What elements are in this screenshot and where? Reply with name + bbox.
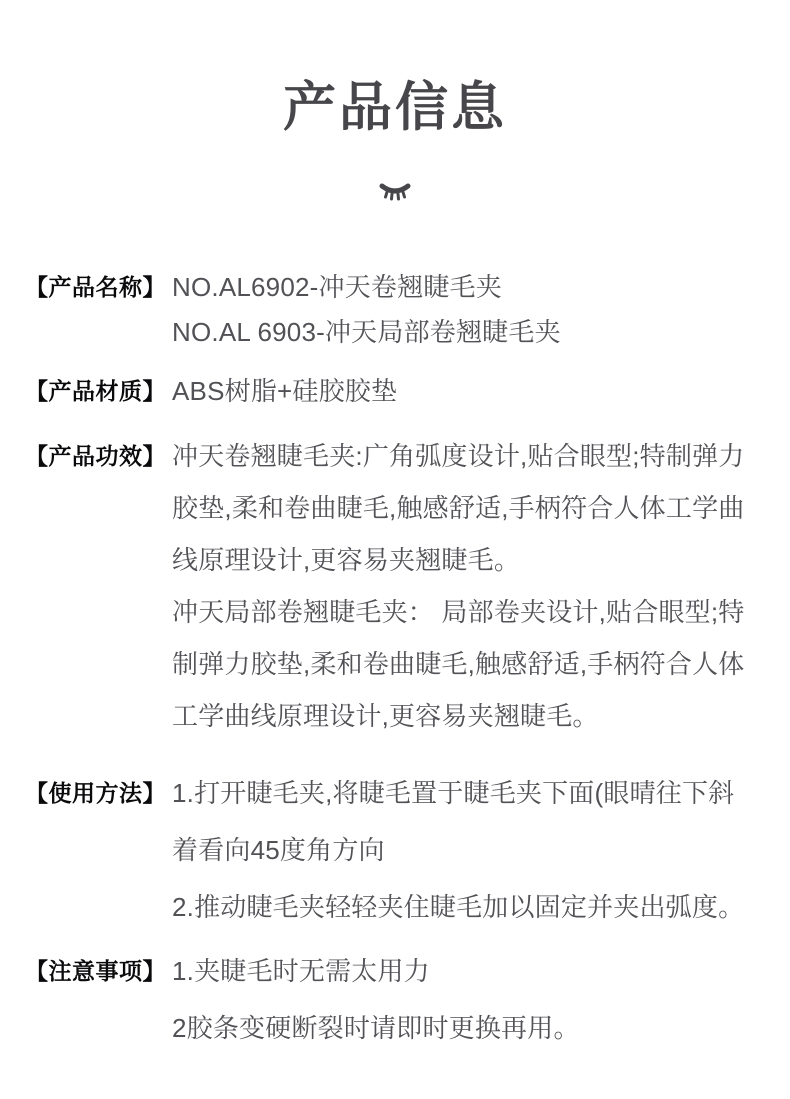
content-line: 2胶条变硬断裂时请即时更换再用。 bbox=[172, 1013, 580, 1044]
section-label-precautions: 【注意事项】 bbox=[25, 958, 166, 985]
page-title: 产品信息 bbox=[283, 78, 507, 137]
section-content-product-material bbox=[172, 363, 765, 420]
content-line: ABS树脂+硅胶胶垫 bbox=[172, 376, 398, 407]
section-content-product-name bbox=[172, 265, 765, 355]
content-line: 线原理设计,更容易夹翘睫毛。 bbox=[172, 545, 521, 576]
content-line: 冲天卷翘睫毛夹:广角弧度设计,贴合眼型;特制弹力 bbox=[172, 441, 745, 472]
section-product-material bbox=[25, 363, 765, 420]
content-line: 着看向45度角方向 bbox=[172, 835, 385, 866]
content-line: 工学曲线原理设计,更容易夹翘睫毛。 bbox=[172, 701, 599, 732]
closed-eye-eyelash-icon bbox=[0, 183, 790, 203]
section-product-name bbox=[25, 265, 765, 355]
section-content-product-effect bbox=[172, 430, 765, 742]
content-line: 1.夹睫毛时无需太用力 bbox=[172, 956, 430, 987]
section-product-effect bbox=[25, 430, 765, 742]
product-sections bbox=[0, 265, 790, 1057]
content-line: 冲天局部卷翘睫毛夹： 局部卷夹设计,贴合眼型;特 bbox=[172, 597, 745, 628]
content-line: 胶垫,柔和卷曲睫毛,触感舒适,手柄符合人体工学曲 bbox=[172, 493, 745, 524]
section-label-product-effect: 【产品功效】 bbox=[25, 443, 166, 470]
content-line: NO.AL6902-冲天卷翘睫毛夹 bbox=[172, 272, 502, 303]
content-line: 1.打开睫毛夹,将睫毛置于睫毛夹下面(眼晴往下斜 bbox=[172, 778, 735, 809]
section-precautions bbox=[25, 943, 765, 1057]
section-usage-method bbox=[25, 765, 765, 936]
content-line: NO.AL 6903-冲天局部卷翘睫毛夹 bbox=[172, 317, 561, 348]
section-content-precautions bbox=[172, 943, 765, 1057]
content-line: 2.推动睫毛夹轻轻夹住睫毛加以固定并夹出弧度。 bbox=[172, 892, 745, 923]
section-label-usage-method: 【使用方法】 bbox=[25, 780, 166, 807]
section-label-product-name: 【产品名称】 bbox=[25, 274, 166, 301]
section-content-usage-method bbox=[172, 765, 765, 936]
content-line: 制弹力胶垫,柔和卷曲睫毛,触感舒适,手柄符合人体 bbox=[172, 649, 745, 680]
section-label-product-material: 【产品材质】 bbox=[25, 378, 166, 405]
